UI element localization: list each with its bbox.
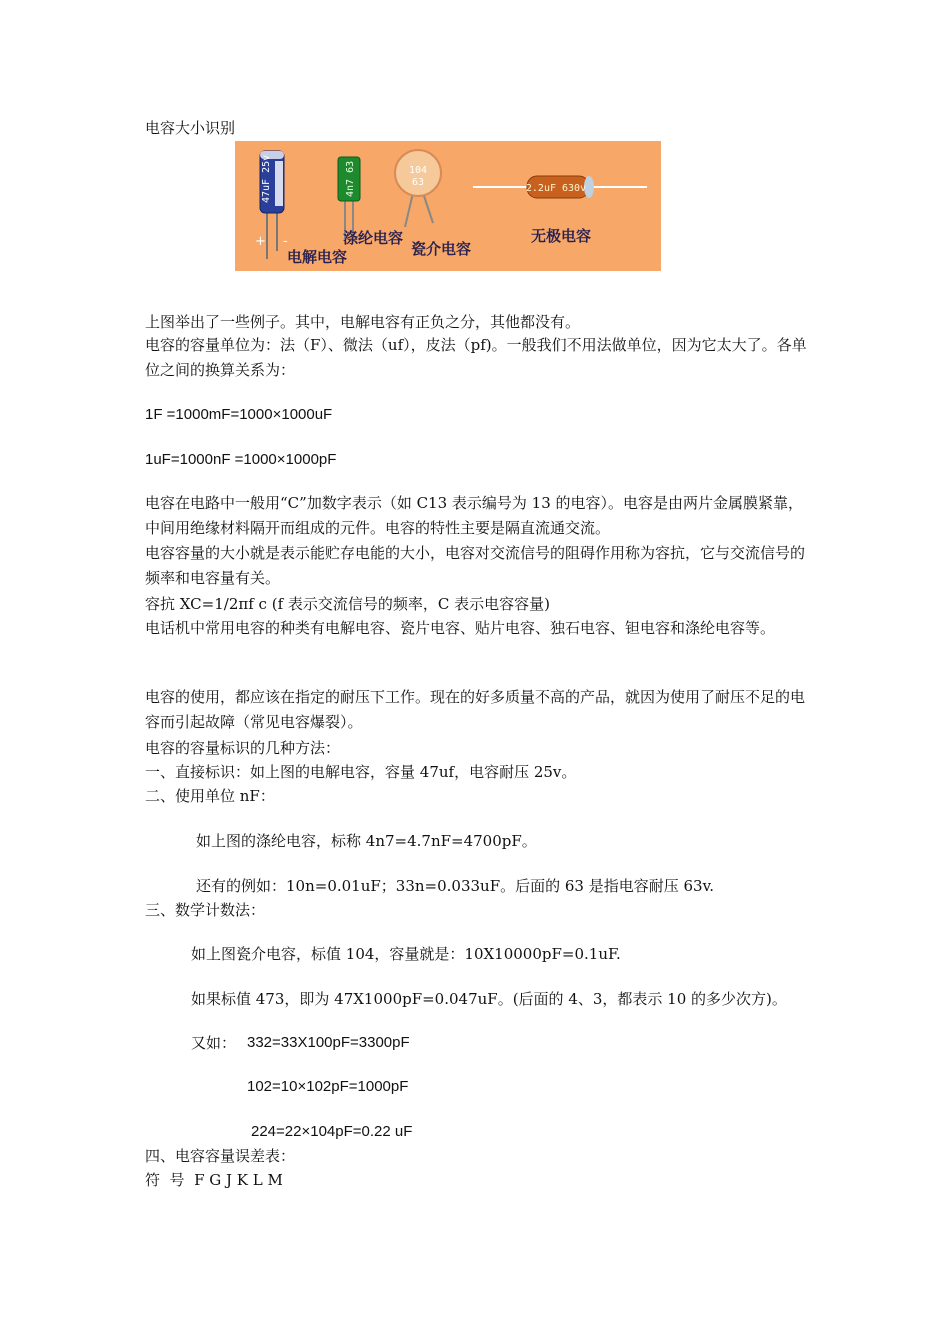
minus-sign: - xyxy=(283,234,288,249)
caption-polyester: 涤纶电容 xyxy=(343,229,404,247)
paragraph: 电容的使用，都应该在指定的耐压下工作。现在的好多质量不高的产品，就因为使用了耐压不足的电容而引起故障（常见电容爆裂）。 xyxy=(145,688,806,731)
polyester-marking: 4n7 63 xyxy=(345,160,356,197)
equation: 1F =1000mF=1000×1000uF xyxy=(145,406,333,423)
equation: 1uF=1000nF =1000×1000pF xyxy=(145,451,337,468)
ceramic-marking-1: 104 xyxy=(408,165,428,176)
method-example: 还有的例如：10n=0.01uF；33n=0.033uF。后面的 63 是指电容耐压 63v. xyxy=(196,877,715,895)
caption-electrolytic: 电解电容 xyxy=(287,248,348,266)
electrolytic-marking: 47uF 25v xyxy=(261,154,272,203)
method-example: 332=33X100pF=3300pF xyxy=(247,1034,410,1051)
paragraph: 电容的容量标识的几种方法： xyxy=(145,739,341,757)
paragraph: 上图举出了一些例子。其中，电解电容有正负之分，其他都没有。 xyxy=(145,313,581,331)
caption-ceramic: 瓷介电容 xyxy=(411,240,472,258)
plus-sign: + xyxy=(255,234,266,249)
method-example: 102=10×102pF=1000pF xyxy=(247,1078,409,1095)
paragraph: 容抗 XC=1/2πf c (f 表示交流信号的频率，C 表示电容容量) xyxy=(145,595,550,613)
method-heading: 二、使用单位 nF： xyxy=(145,787,275,805)
caption-nonpolar: 无极电容 xyxy=(531,227,592,245)
method-example-label: 又如： xyxy=(191,1034,237,1052)
method-heading: 三、数学计数法： xyxy=(145,901,266,919)
paragraph: 电话机中常用电容的种类有电解电容、瓷片电容、贴片电容、独石电容、钽电容和涤纶电容等。 xyxy=(145,619,776,637)
capacitor-figure xyxy=(235,141,661,271)
paragraph: 电容的容量单位为：法（F）、微法（uf），皮法（pf)。一般我们不用法做单位，因为它太大了。各单位之间的换算关系为： xyxy=(145,336,807,379)
method-example: 如上图的涤纶电容，标称 4n7=4.7nF=4700pF。 xyxy=(196,832,537,850)
method-example: 如上图瓷介电容，标值 104，容量就是：10X10000pF=0.1uF. xyxy=(191,945,621,963)
paragraph: 电容容量的大小就是表示能贮存电能的大小，电容对交流信号的阻碍作用称为容抗，它与交流信号的频率和电容量有关。 xyxy=(145,544,806,587)
paragraph: 电容在电路中一般用“C”加数字表示（如 C13 表示编号为 13 的电容）。电容是由两片金属膜紧靠，中间用绝缘材料隔开而组成的元件。电容的特性主要是隔直流通交流。 xyxy=(145,494,804,537)
method-heading: 一、直接标识：如上图的电解电容，容量 47uf，电容耐压 25v。 xyxy=(145,763,577,781)
tolerance-symbols: 符 号 F G J K L M xyxy=(145,1171,283,1189)
method-example: 224=22×104pF=0.22 uF xyxy=(251,1123,413,1140)
method-heading: 四、电容容量误差表： xyxy=(145,1147,296,1165)
nonpolar-marking: 2.2uF 630v xyxy=(525,183,587,194)
page-title: 电容大小识别 xyxy=(145,119,236,137)
ceramic-marking-2: 63 xyxy=(411,177,425,188)
method-example: 如果标值 473，即为 47X1000pF=0.047uF。(后面的 4、3，都表示 10 的多少次方)。 xyxy=(191,990,787,1008)
